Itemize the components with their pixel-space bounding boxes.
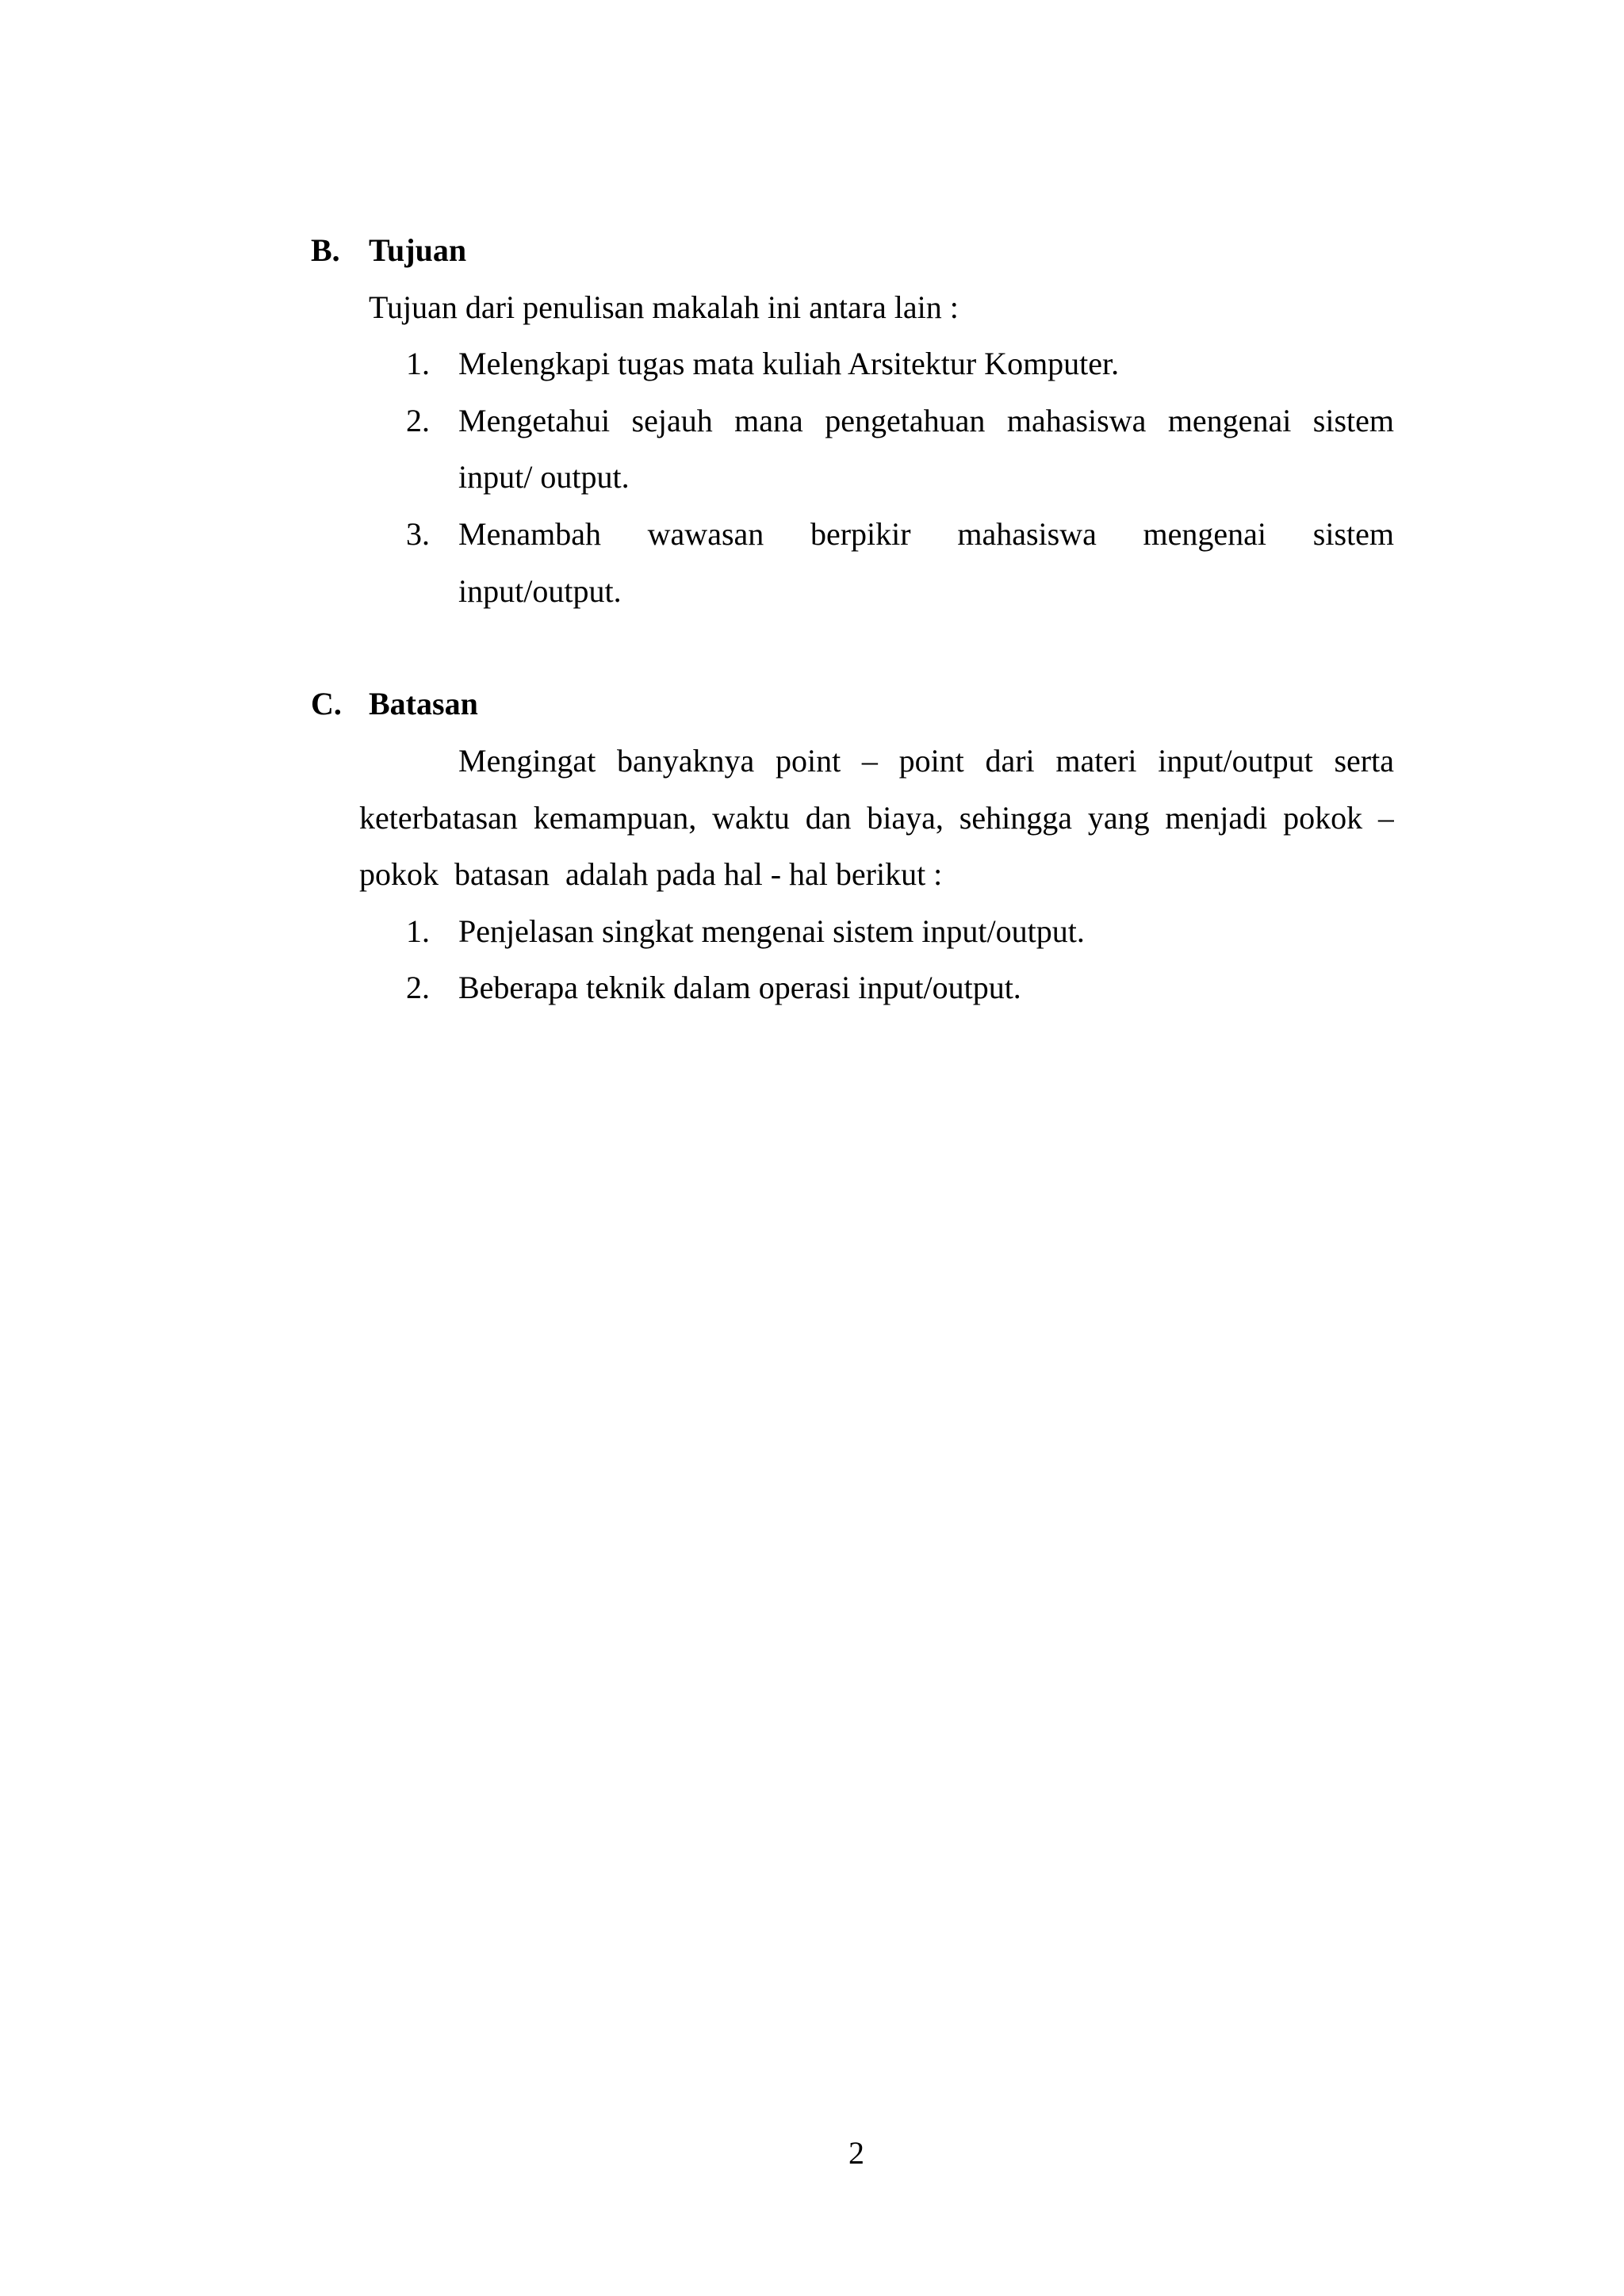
- section-b-item-1-text: Melengkapi tugas mata kuliah Arsitektur Komputer.: [458, 346, 1120, 381]
- section-b-item-3-line-1: Menambah wawasan berpikir mahasiswa mengenai sistem: [458, 516, 1394, 552]
- section-c-paragraph-line-3: pokok batasan adalah pada hal - hal berikut :: [359, 856, 943, 892]
- section-c-letter: C.: [311, 686, 342, 721]
- section-b-item-1-number: 1.: [406, 346, 430, 381]
- section-b-title: Tujuan: [369, 232, 467, 268]
- page-number: 2: [848, 2135, 864, 2171]
- section-c-paragraph-line-2: keterbatasan kemampuan, waktu dan biaya, sehingga yang menjadi pokok –: [359, 800, 1394, 836]
- section-c-item-1-text: Penjelasan singkat mengenai sistem input/output.: [458, 913, 1085, 949]
- section-b-item-3-number: 3.: [406, 516, 430, 552]
- section-b-item-2-number: 2.: [406, 403, 430, 438]
- section-c-item-2-number: 2.: [406, 970, 430, 1005]
- section-b-letter: B.: [311, 232, 340, 268]
- section-b-item-3-line-2: input/output.: [458, 573, 622, 609]
- section-b-item-2-line-1: Mengetahui sejauh mana pengetahuan mahasiswa mengenai sistem: [458, 403, 1394, 438]
- section-c-title: Batasan: [369, 686, 478, 721]
- section-c-item-2-text: Beberapa teknik dalam operasi input/output.: [458, 970, 1021, 1005]
- section-b-intro: Tujuan dari penulisan makalah ini antara lain :: [369, 289, 959, 325]
- section-b-item-2-line-2: input/ output.: [458, 459, 630, 495]
- section-b-heading: [311, 232, 466, 270]
- section-c-item-1-number: 1.: [406, 913, 430, 949]
- section-c-heading: [311, 685, 478, 723]
- section-c-paragraph-line-1: Mengingat banyaknya point – point dari materi input/output serta: [458, 743, 1394, 779]
